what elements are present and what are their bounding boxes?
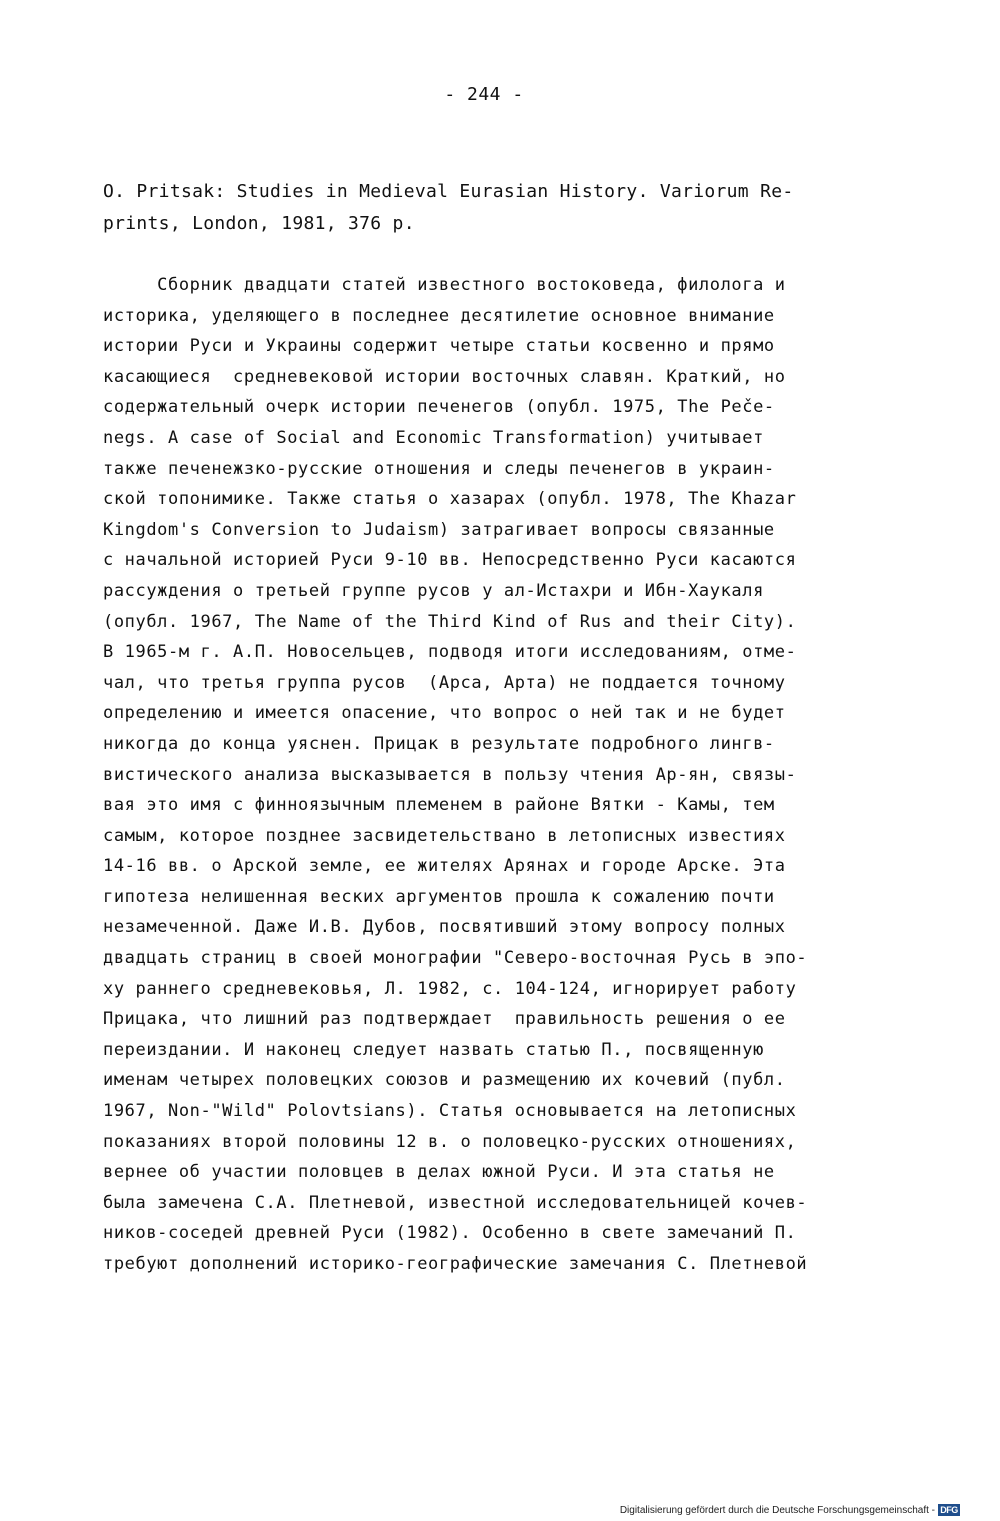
review-line: (опубл. 1967, The Name of the Third Kind of Rus and their City). [103,611,797,632]
review-line: 14-16 вв. о Арской земле, ее жителях Арянах и городе Арске. Эта [103,856,786,877]
dfg-logo: DFG [938,1504,960,1516]
review-line: ху раннего средневековья, Л. 1982, с. 104-124, игнорирует работу [103,978,797,999]
review-line: никогда до конца уяснен. Прицак в результате подробного лингв- [103,733,775,754]
review-line: ников-соседей древней Руси (1982). Особенно в свете замечаний П. [103,1223,797,1244]
review-line: переиздании. И наконец следует назвать статью П., посвященную [103,1039,764,1060]
review-line: также печенежзко-русские отношения и следы печенегов в украин- [103,458,775,479]
review-line: Прицака, что лишний раз подтверждает правильность решения о ее [103,1009,786,1030]
review-line: В 1965-м г. А.П. Новосельцев, подводя итоги исследованиям, отме- [103,642,797,663]
review-line: Сборник двадцати статей известного востоковеда, филолога и [103,275,786,295]
review-line: чал, что третья группа русов (Арса, Арта) не поддается точному [103,672,786,693]
review-line: гипотеза нелишенная веских аргументов прошла к сожалению почти [103,886,775,907]
review-line: незамеченной. Даже И.В. Дубов, посвятивший этому вопросу полных [103,917,786,938]
review-line: показаниях второй половины 12 в. о половецко-русских отношениях, [103,1131,797,1152]
review-line: была замечена С.А. Плетневой, известной исследовательницей кочев- [103,1192,808,1213]
review-line: Kingdom's Conversion to Judaism) затрагивает вопросы связанные [103,519,775,540]
review-line: требуют дополнений историко-географические замечания С. Плетневой [103,1254,808,1274]
citation-line: prints, London, 1981, 376 p. [103,213,415,234]
review-line: рассуждения о третьей группе русов у ал-Истахри и Ибн-Хаукаля [103,580,764,601]
review-text [103,270,807,1280]
review-line: с начальной историей Руси 9-10 вв. Непосредственно Руси касаются [103,550,797,571]
review-line: вистического анализа высказывается в пользу чтения Ар-ян, связы- [103,764,797,785]
citation [103,176,794,240]
funding-footer [620,1504,960,1516]
review-line: историка, уделяющего в последнее десятилетие основное внимание [103,305,775,326]
funding-note: Digitalisierung gefördert durch die Deutsche Forschungsgemeinschaft - [619,1504,935,1516]
citation-line: O. Pritsak: Studies in Medieval Eurasian History. Variorum Re- [103,181,794,202]
review-line: двадцать страниц в своей монографии "Северо-восточная Русь в эпо- [103,948,808,969]
review-line: вая это имя с финноязычным племенем в районе Вятки - Камы, тем [103,795,775,816]
review-line: касающиеся средневековой истории восточных славян. Краткий, но [103,366,786,387]
review-line: определению и имеется опасение, что вопрос о ней так и не будет [103,703,786,724]
review-line: истории Руси и Украины содержит четыре статьи косвенно и прямо [103,336,775,357]
review-line: вернее об участии половцев в делах южной Руси. И эта статья не [103,1162,775,1183]
review-line: negs. A case of Social and Economic Transformation) учитывает [103,427,764,448]
page-number: - 244 - [444,84,524,105]
review-line: содержательный очерк истории печенегов (опубл. 1975, The Pečе- [103,397,775,418]
review-line: самым, которое позднее засвидетельствано в летописных известиях [103,825,786,846]
review-line: именам четырех половецких союзов и размещению их кочевий (публ. [103,1070,786,1091]
review-line: ской топонимике. Также статья о хазарах (опубл. 1978, The Khazar [103,489,797,510]
review-line: 1967, Non-"Wild" Polovtsians). Статья основывается на летописных [103,1101,797,1122]
